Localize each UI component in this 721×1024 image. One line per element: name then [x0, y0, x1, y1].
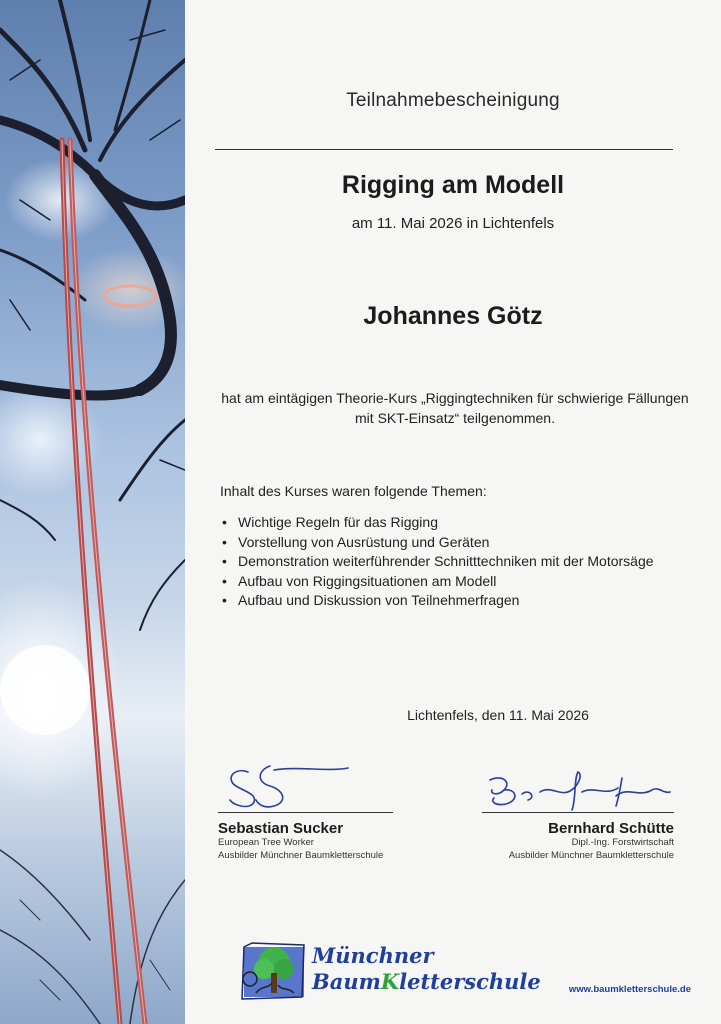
place-and-date: Lichtenfels, den 11. Mai 2026	[407, 707, 589, 723]
logo-text-letterschule: letterschule	[399, 969, 541, 994]
topic-item: • Aufbau und Diskussion von Teilnehmerfragen	[220, 591, 654, 611]
signature-line-right	[482, 812, 674, 813]
participant-name: Johannes Götz	[363, 302, 543, 330]
certificate-label: Teilnahmebescheinigung	[346, 90, 560, 111]
signatory-role-right: Dipl.-Ing. Forstwirtschaft	[571, 837, 674, 848]
topic-item: • Demonstration weiterführender Schnitttechniken mit der Motorsäge	[220, 552, 654, 572]
signatory-name-right: Bernhard Schütte	[548, 820, 674, 837]
course-date: am 11. Mai 2026 in Lichtenfels	[351, 215, 555, 232]
participation-statement	[215, 388, 695, 428]
statement-line: mit SKT-Einsatz“ teilgenommen.	[355, 410, 555, 426]
signature-scribble-right	[482, 770, 674, 812]
logo-text-k: K	[380, 969, 400, 994]
signature-scribble-left	[218, 760, 393, 812]
topic-item: • Aufbau von Riggingsituationen am Modell	[220, 572, 654, 592]
signature-line-left	[218, 812, 393, 813]
school-logo	[238, 935, 541, 1003]
topic-item: • Wichtige Regeln für das Rigging	[220, 513, 654, 533]
website-link[interactable]: www.baumkletterschule.de	[568, 984, 691, 995]
signature-block-right	[482, 770, 674, 862]
tree-climber-logo-icon	[238, 935, 310, 1003]
statement-line: hat am eintägigen Theorie-Kurs „Riggingtechniken für schwierige Fällungen	[221, 390, 689, 406]
topics-intro: Inhalt des Kurses waren folgende Themen:	[220, 483, 487, 499]
topic-item: • Vorstellung von Ausrüstung und Geräten	[220, 533, 654, 553]
tree-rope-illustration	[0, 0, 185, 1024]
tree-photo-strip	[0, 0, 185, 1024]
signatory-affiliation-right: Ausbilder Münchner Baumkletterschule	[508, 849, 674, 861]
signatory-name-left: Sebastian Sucker	[218, 820, 344, 837]
logo-text-line1: Münchner	[312, 943, 434, 968]
divider-line	[215, 149, 673, 150]
course-title: Rigging am Modell	[341, 171, 565, 199]
topics-list	[220, 513, 654, 611]
signature-block-left	[218, 760, 393, 862]
logo-text-line2	[312, 969, 541, 994]
logo-text-baum: Baum	[312, 969, 381, 994]
signatory-affiliation-left: Ausbilder Münchner Baumkletterschule	[218, 849, 384, 861]
signatory-role-left: European Tree Worker	[218, 837, 314, 848]
